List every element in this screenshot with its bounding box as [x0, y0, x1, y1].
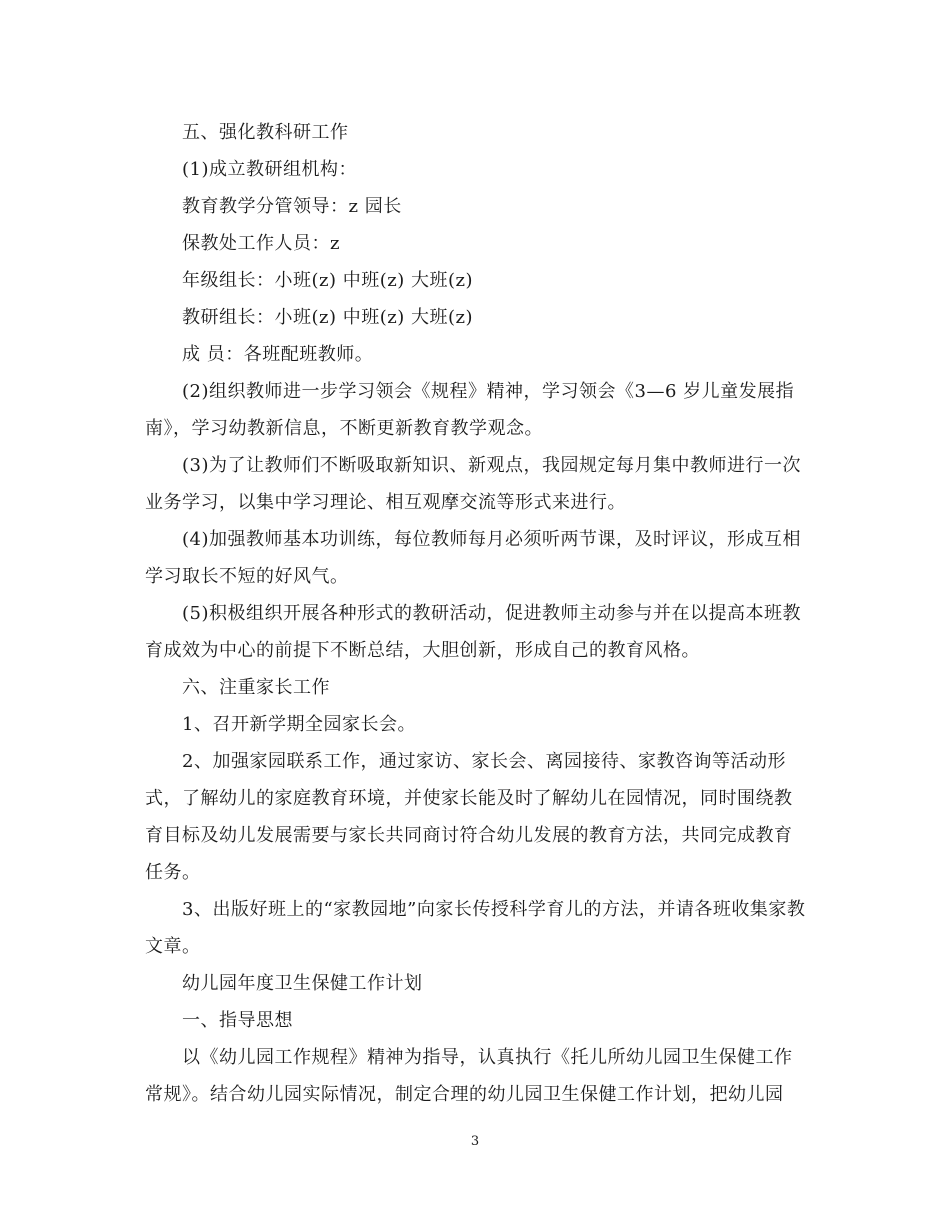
text-line: 2、加强家园联系工作，通过家访、家长会、离园接待、家教咨询等活动形 — [182, 751, 786, 772]
text-line: 育成效为中心的前提下不断总结，大胆创新，形成自己的教育风格。 — [145, 640, 700, 661]
text-line: 3、出版好班上的“家教园地”向家长传授科学育儿的方法，并请各班收集家教 — [182, 899, 806, 920]
text-line: 式，了解幼儿的家庭教育环境，并使家长能及时了解幼儿在园情况，同时围绕教 — [145, 788, 793, 809]
text-line: 年级组长：小班(z) 中班(z) 大班(z) — [182, 270, 474, 291]
text-line: 教研组长：小班(z) 中班(z) 大班(z) — [182, 307, 474, 328]
text-line: 南》，学习幼教新信息，不断更新教育教学观念。 — [145, 418, 543, 439]
text-line: 保教处工作人员：z — [182, 233, 340, 254]
text-line: 育目标及幼儿发展需要与家长共同商讨符合幼儿发展的教育方法，共同完成教育 — [145, 825, 793, 846]
text-line: 五、强化教科研工作 — [182, 122, 349, 143]
text-line: (1)成立教研组机构： — [182, 159, 357, 180]
text-line: 以《幼儿园工作规程》精神为指导，认真执行《托儿所幼儿园卫生保健工作 — [182, 1047, 793, 1068]
text-line: (2)组织教师进一步学习领会《规程》精神，学习领会《3—6 岁儿童发展指 — [182, 381, 795, 402]
text-line: 一、指导思想 — [182, 1010, 293, 1031]
text-line: (3)为了让教师们不断吸取新知识、新观点，我园规定每月集中教师进行一次 — [182, 455, 801, 476]
text-line: 业务学习，以集中学习理论、相互观摩交流等形式来进行。 — [145, 492, 626, 513]
text-line: 文章。 — [145, 936, 201, 957]
text-line: 幼儿园年度卫生保健工作计划 — [182, 973, 423, 994]
text-line: (5)积极组织开展各种形式的教研活动，促进教师主动参与并在以提高本班教 — [182, 603, 801, 624]
text-line: 教育教学分管领导：z 园长 — [182, 196, 402, 217]
text-line: 任务。 — [145, 862, 201, 883]
page-number: 3 — [470, 1134, 480, 1149]
document-body — [145, 114, 815, 1113]
text-line: 学习取长不短的好风气。 — [145, 566, 349, 587]
text-line: 六、注重家长工作 — [182, 677, 330, 698]
text-line: 1、召开新学期全园家长会。 — [182, 714, 416, 735]
text-line: 成 员：各班配班教师。 — [182, 344, 374, 365]
text-line: (4)加强教师基本功训练，每位教师每月必须听两节课，及时评议，形成互相 — [182, 529, 801, 550]
text-line: 常规》。结合幼儿园实际情况，制定合理的幼儿园卫生保健工作计划，把幼儿园 — [145, 1084, 784, 1105]
